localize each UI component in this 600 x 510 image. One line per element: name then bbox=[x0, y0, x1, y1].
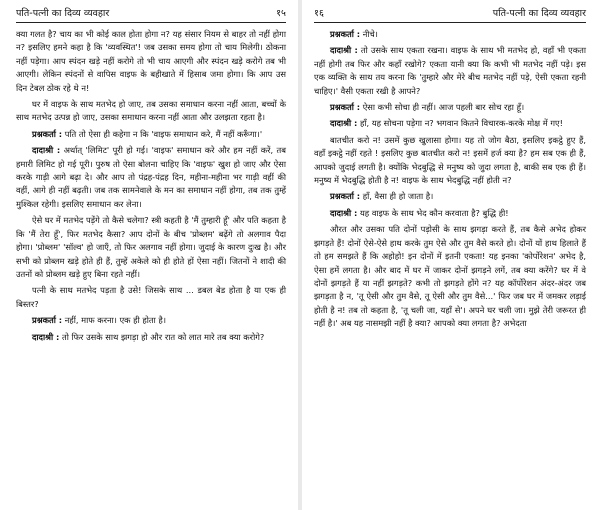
left-page-header bbox=[16, 6, 286, 23]
speaker-label: दादाश्री : bbox=[330, 45, 358, 56]
paragraph-text: तो फिर उसके साथ झगड़ा हो और रात को लात मारे तब क्या करोगे? bbox=[61, 331, 265, 342]
paragraph-text: ऐसे घर में मतभेद पड़ेंगे तो कैसे चलेगा? स्त्री कहती है 'मैं तुम्हारी हूँ' और पति कहता है कि 'मैं तेरा हूँ', फिर मतभेद कैसा? आप दोनों के बीच 'प्रोब्लम' बढ़ेंगे तो अलगाव पैदा होगा। 'प्रोब्लम' 'सॉल्व' हो जाएँ, तो फिर अलगाव नहीं होगा। जुदाई के कारण दुःख है। और सभी को प्रोब्लम खड़े होते ही हैं, तुम्हें अकेले को ही होते हों ऐसा नहीं। जितनों ने शादी की उतनों को प्रोब्लम खड़े हुए बिना रहते नहीं। bbox=[16, 215, 286, 279]
speaker-label: प्रश्नकर्ता : bbox=[330, 191, 361, 202]
speaker-label: दादाश्री : bbox=[330, 207, 358, 218]
speaker-label: दादाश्री : bbox=[32, 145, 61, 156]
speaker-label: दादाश्री : bbox=[32, 331, 60, 342]
right-page-header bbox=[314, 6, 586, 23]
paragraph-text: यह वाइफ के साथ भेद कौन करवाता है? बुद्धि ही! bbox=[359, 207, 509, 218]
dialogue-paragraph bbox=[314, 28, 586, 41]
paragraph bbox=[16, 98, 286, 125]
speaker-label: प्रश्नकर्ता : bbox=[330, 102, 361, 113]
paragraph-text: ऐसा कभी सोचा ही नहीं। आज पहली बार सोच रहा हूँ। bbox=[362, 102, 525, 113]
paragraph bbox=[16, 214, 286, 281]
right-page-body bbox=[314, 28, 586, 510]
speaker-label: प्रश्नकर्ता : bbox=[32, 128, 63, 139]
page-number: १६ bbox=[314, 8, 324, 19]
dialogue-paragraph bbox=[314, 190, 586, 203]
paragraph-text: बातचीत करो न! उसमें कुछ खुलासा होगा। यह तो जोग बैठा, इसलिए इकट्ठे हुए हैं, वहाँ इकट्ठे नहीं रहते ! इसलिए कुछ बातचीत करो न! इसमें हर्ज क्या है? हम सब एक ही हैं, आपको जुदाई लगती है। क्योंकि भेदबुद्धि से मनुष्य को जुदा लगता है, बाकी सब एक ही हैं। मनुष्य में भेदबुद्धि होती है न! वाइफ के साथ भेदबुद्धि नहीं होती न? bbox=[314, 134, 586, 186]
dialogue-paragraph bbox=[314, 44, 586, 98]
paragraph-text: नहीं, माफ करना। एक ही होता है। bbox=[64, 315, 166, 326]
paragraph-text: औरत और उसका पति दोनों पड़ोसी के साथ झगड़ा करते हैं, तब कैसे अभेद होकर झगड़ते हैं! दोनों ऐसे-ऐसे हाथ करके तुम ऐसे और तुम वैसे करते हो। दोनों यों हाथ हिलाते हैं तो हम समझते हैं कि अहोहो! इन दोनों में इतनी एकता! यह इनका 'कोर्पोरेशन' अभेद है, ऐसा हमें लगता है। और बाद में घर में जाकर दोनों झगड़ने लगें, तब क्या करेंगे? घर में वे दोनों झगड़ते हैं या नहीं झगड़ते? कभी तो झगड़ते होंगे न? यह कॉर्पोरेशन अंदर-अंदर जब झगड़ता है न, 'तू ऐसी और तुम वैसे, तू ऐसी और तुम वैसे...' फिर जब घर में जमकर लड़ाई होती है न! तब तो कहता है, 'तू चली जा, यहाँ से'। अपने घर चली जा। मुझे तेरी जरूरत ही नहीं है।' अब यह नासमझी नहीं है क्या? आपको क्या लगता है? अभेदता bbox=[314, 224, 586, 329]
right-page bbox=[302, 0, 600, 510]
paragraph-text: नीचे। bbox=[362, 29, 378, 39]
speaker-label: प्रश्नकर्ता : bbox=[330, 29, 361, 39]
paragraph-text: क्या गलत है? चाय का भी कोई काल होता होगा न? यह संसार नियम से बाहर तो नहीं होगा न? इसलिए हमने कहा है कि 'व्यवस्थित'! जब उसका समय होगा तो चाय मिलेगी। ठोकना नहीं पड़ेगा। आप स्पंदन खड़े नहीं करोगे तो भी चाय आएगी और स्पंदन खड़े करोगे तब भी आएगी। लेकिन स्पंदनों से वापिस वाइफ के बहीखाते में हिसाब जमा होगा। कि आप उस दिन टेबल ठोक रहे थे न! bbox=[16, 29, 286, 93]
paragraph-text: अर्थात् 'लिमिट' पूरी हो गई। 'वाइफ' समाधान करे और हम नहीं करें, तब हमारी लिमिट हो गई पूरी। पुरुष तो ऐसा बोलना चाहिए कि 'वाइफ' खुश हो जाए और ऐसा करके गाड़ी आगे बढ़ा दे। और आप तो पंद्रह-पंद्रह दिन, महीना-महीना भर गाड़ी वहीं की वहीं, आगे ही नहीं बढ़ती। जब तक सामनेवाले के मन का समाधान नहीं होगा, तब तक तुम्हें मुश्किल रहेगी। इसलिए समाधान कर लेना। bbox=[16, 145, 286, 209]
page-number: १५ bbox=[276, 8, 286, 19]
dialogue-paragraph bbox=[314, 117, 586, 130]
paragraph bbox=[314, 223, 586, 330]
speaker-label: दादाश्री : bbox=[330, 118, 358, 129]
paragraph bbox=[16, 28, 286, 95]
paragraph-text: पति तो ऐसा ही कहेगा न कि 'वाइफ समाधान करे, मैं नहीं करूँगा।' bbox=[64, 128, 263, 139]
speaker-label: प्रश्नकर्ता : bbox=[32, 315, 63, 326]
dialogue-paragraph bbox=[16, 331, 286, 344]
dialogue-paragraph bbox=[16, 314, 286, 327]
paragraph-text: हाँ, यह सोचना पड़ेगा न? भगवान कितने विचारक-करके मोक्ष में गए! bbox=[359, 118, 563, 129]
running-title: पति-पत्नी का दिव्य व्यवहार bbox=[492, 8, 586, 19]
dialogue-paragraph bbox=[16, 128, 286, 141]
paragraph-text: हाँ, वैसा ही हो जाता है। bbox=[362, 191, 434, 202]
paragraph bbox=[314, 134, 586, 188]
paragraph-text: पत्नी के साथ मतभेद पड़ता है उसे! जिसके साथ ... डबल बेड होता है या एक ही बिस्तर? bbox=[16, 285, 286, 309]
dialogue-paragraph bbox=[16, 144, 286, 211]
paragraph-text: घर में वाइफ के साथ मतभेद हो जाए, तब उसका समाधान करना नहीं आता, बच्चों के साथ मतभेद उत्पन्न हो जाए, उसका समाधान करना नहीं आता और उलझता रहता है। bbox=[16, 99, 286, 123]
dialogue-paragraph bbox=[314, 101, 586, 114]
left-page bbox=[0, 0, 298, 510]
paragraph bbox=[16, 284, 286, 311]
running-title: पति-पत्नी का दिव्य व्यवहार bbox=[16, 8, 110, 19]
paragraph-text: तो उसके साथ एकता रखना। वाइफ के साथ भी मतभेद हो, वहाँ भी एकता नहीं होगी तब फिर और कहाँ रखोगे? एकता यानी क्या कि कभी भी मतभेद नहीं पड़े। इस एक व्यक्ति के साथ तय करना कि 'तुम्हारे और मेरे बीच मतभेद नहीं पड़े, ऐसी एकता रहनी चाहिए।' वैसी एकता रखी है आपने? bbox=[314, 45, 586, 96]
dialogue-paragraph bbox=[314, 207, 586, 220]
left-page-body bbox=[16, 28, 286, 510]
